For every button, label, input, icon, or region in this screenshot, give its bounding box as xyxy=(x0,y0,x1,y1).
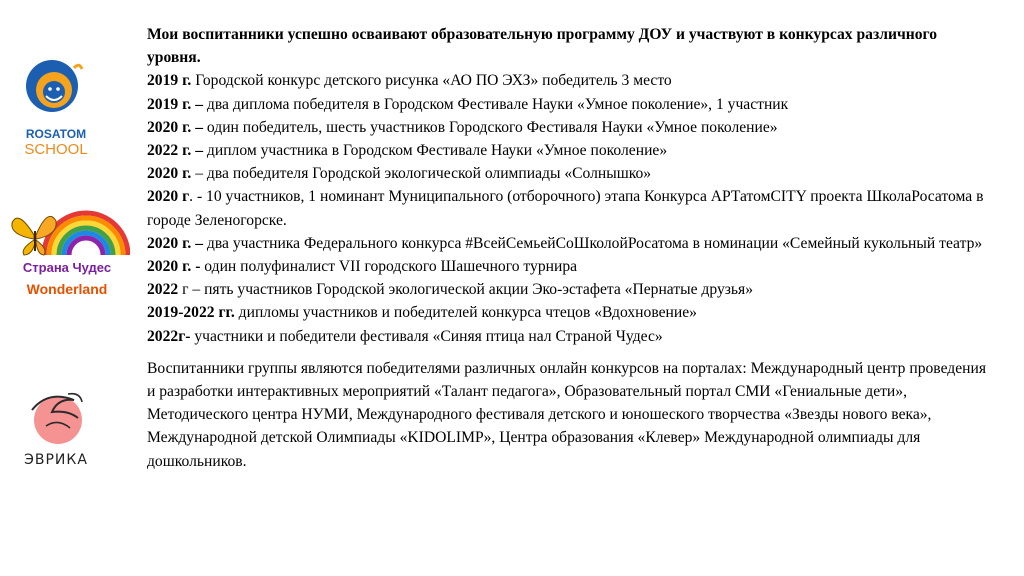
achievement-text: диплом участника в Городском Фестивале Науки «Умное поколение» xyxy=(203,142,668,160)
achievements-list xyxy=(147,69,987,347)
achievement-text: один полуфиналист VII городского Шашечного турнира xyxy=(200,258,578,276)
summary-paragraph: Воспитанники группы являются победителями различных онлайн конкурсов на порталах: Международный центр проведения и разработки интерактивных мероприятий «Талант педагога», Образовательный портал СМИ «Гениальные дети», Методического центра НУМИ, Международного фестиваля детского и юношеского творчества «Звезды нового века», Международной детской Олимпиады «KIDOLIMP», Центра образования «Клевер» Международной олимпиады для дошкольников. xyxy=(147,359,987,470)
wonderland-logo xyxy=(4,205,130,301)
achievement-item xyxy=(147,139,987,162)
achievement-year: 2020 г. - xyxy=(147,258,201,276)
achievement-year: 2019 г. – xyxy=(147,95,204,113)
achievement-text: . - 10 участников, 1 номинант Муниципального (отборочного) этапа Конкурса АРТатомCITY проекта ШколаРосатома в городе Зеленогорске. xyxy=(147,188,984,229)
school-brand-text: SCHOOL xyxy=(24,141,88,158)
achievement-text: Городской конкурс детского рисунка «АО ПО ЭХЗ» победитель 3 место xyxy=(191,72,672,90)
achievement-year: 2020 г xyxy=(147,188,190,206)
achievement-text: дипломы участников и победителей конкурса чтецов «Вдохновение» xyxy=(234,304,697,322)
achievement-text: участники и победители фестиваля «Синяя птица нал Страной Чудес» xyxy=(190,327,663,345)
achievement-item xyxy=(147,185,987,231)
achievement-year: 2022 xyxy=(147,281,179,299)
wonderland-russian-text: Страна Чудес xyxy=(22,260,112,275)
achievement-year: 2020 г. – xyxy=(147,118,204,136)
achievement-item xyxy=(147,301,987,324)
rainbow-butterfly-emblem xyxy=(4,205,130,301)
headline: Мои воспитанники успешно осваивают образовательную программу ДОУ и участвуют в конкурсах различного уровня. xyxy=(147,26,938,67)
achievement-year: 2022г- xyxy=(147,327,191,345)
evrika-text: ЭВРИКА xyxy=(24,452,88,468)
content-block xyxy=(147,23,987,473)
achievement-item xyxy=(147,232,987,255)
achievement-item xyxy=(147,325,987,348)
rosatom-brand-text: ROSATOM xyxy=(25,127,87,141)
achievement-text: два диплома победителя в Городском Фестивале Науки «Умное поколение», 1 участник xyxy=(203,95,789,113)
evrika-emblem xyxy=(18,380,98,470)
achievement-year: 2020 г. – xyxy=(147,234,204,252)
achievement-year: 2020 г. xyxy=(147,165,192,183)
rosatom-school-logo xyxy=(16,52,96,162)
achievement-year: 2019-2022 гг. xyxy=(147,304,235,322)
wonderland-english-text: Wonderland xyxy=(26,281,108,297)
achievement-item xyxy=(147,93,987,116)
rosatom-school-emblem xyxy=(16,52,96,162)
achievement-item xyxy=(147,69,987,92)
achievement-text: один победитель, шесть участников Городского Фестиваля Науки «Умное поколение» xyxy=(203,118,778,136)
achievement-year: 2022 г. – xyxy=(147,142,204,160)
achievement-item xyxy=(147,116,987,139)
achievement-item xyxy=(147,278,987,301)
achievement-text: – два победителя Городской экологической олимпиады «Солнышко» xyxy=(191,165,652,183)
achievement-text: два участника Федерального конкурса #ВсейСемьейСоШколойРосатома в номинации «Семейный кукольный театр» xyxy=(203,234,983,252)
achievement-text: г – пять участников Городской экологической акции Эко-эстафета «Пернатые друзья» xyxy=(178,281,753,299)
achievement-item xyxy=(147,162,987,185)
achievement-item xyxy=(147,255,987,278)
achievement-year: 2019 г. xyxy=(147,72,192,90)
evrika-logo xyxy=(18,380,98,470)
